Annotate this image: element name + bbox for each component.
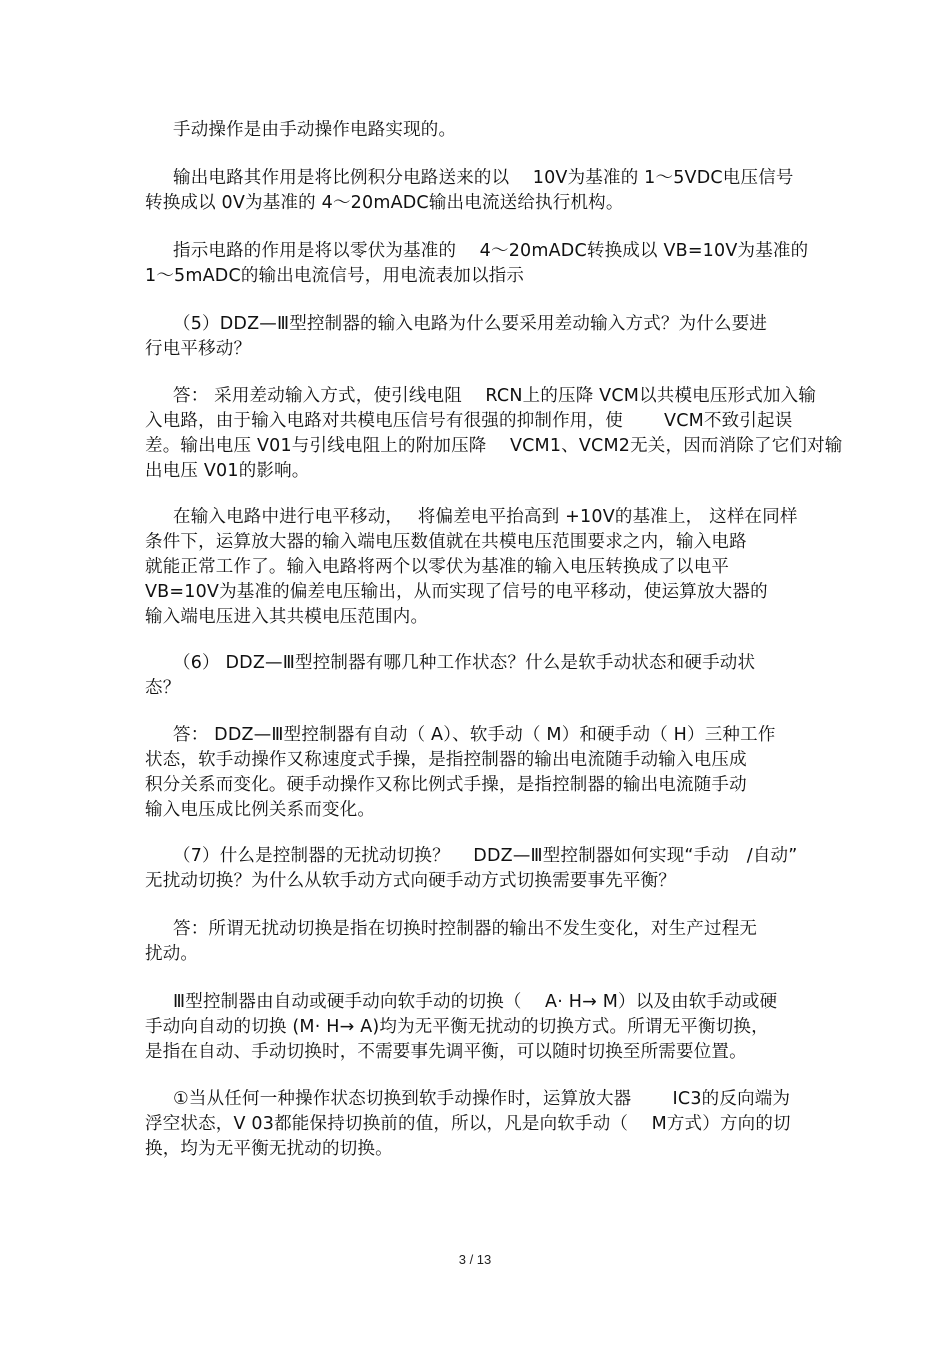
text-line: Ⅲ型控制器由自动或硬手动向软手动的切换（ A· H→ M）以及由软手动或硬 (173, 992, 778, 1012)
text-line: 就能正常工作了。输入电路将两个以零伏为基准的输入电压转换成了以电平 (145, 557, 730, 577)
answer-5 (145, 384, 843, 484)
text-line: （7）什么是控制器的无扰动切换？ DDZ—Ⅲ型控制器如何实现“手动 /自动” (173, 846, 798, 866)
text-line: 指示电路的作用是将以零伏为基准的 4～20mADC转换成以 VB=10V为基准的 (173, 241, 809, 261)
text-line: 1～5mADC的输出电流信号，用电流表加以指示 (145, 266, 525, 286)
text-line: 答： DDZ—Ⅲ型控制器有自动（ A）、软手动（ M）和硬手动（ H）三种工作 (173, 725, 776, 745)
text-line: 换，均为无平衡无扰动的切换。 (145, 1139, 393, 1159)
text-line: 转换成以 0V为基准的 4～20mADC输出电流送给执行机构。 (145, 193, 624, 213)
text-line: 输出电路其作用是将比例积分电路送来的以 10V为基准的 1～5VDC电压信号 (173, 168, 794, 188)
text-line: 输入端电压进入其共模电压范围内。 (145, 607, 429, 627)
question-6 (145, 651, 810, 701)
text-line: 扰动。 (145, 944, 199, 964)
text-line: 入电路，由于输入电路对共模电压信号有很强的抑制作用，使 VCM不致引起误 (145, 411, 793, 431)
text-line: 浮空状态，V 03都能保持切换前的值，所以，凡是向软手动（ M方式）方向的切 (145, 1114, 791, 1134)
text-line: 状态，软手动操作又称速度式手操，是指控制器的输出电流随手动输入电压成 (145, 750, 747, 770)
text-line: 无扰动切换？为什么从软手动方式向硬手动方式切换需要事先平衡？ (145, 871, 676, 891)
text-line: 是指在自动、手动切换时，不需要事先调平衡，可以随时切换至所需要位置。 (145, 1042, 747, 1062)
text-line: 答：所谓无扰动切换是指在切换时控制器的输出不发生变化，对生产过程无 (173, 919, 758, 939)
text-line: VB=10V为基准的偏差电压输出，从而实现了信号的电平移动，使运算放大器的 (145, 582, 768, 602)
answer-6 (145, 723, 810, 823)
question-5 (145, 312, 810, 362)
text-line: 答： 采用差动输入方式，使引线电阻 RCN上的压降 VCM以共模电压形式加入输 (173, 386, 817, 406)
page-number: 3 / 13 (458, 1252, 492, 1267)
text-line: 行电平移动？ (145, 339, 252, 359)
text-line: 出电压 V01的影响。 (145, 461, 310, 481)
text-line: 差。输出电压 V01与引线电阻上的附加压降 VCM1、VCM2无关，因而消除了它们对输 (145, 436, 843, 456)
text-line: （5）DDZ—Ⅲ型控制器的输入电路为什么要采用差动输入方式？为什么要进 (173, 314, 768, 334)
text-line: 态？ (145, 678, 181, 698)
answer-7 (145, 917, 810, 967)
text-line: 输入电压成比例关系而变化。 (145, 800, 376, 820)
text-line: 手动操作是由手动操作电路实现的。 (173, 120, 457, 140)
question-7 (145, 844, 810, 894)
text-line: ①当从任何一种操作状态切换到软手动操作时，运算放大器 IC3的反向端为 (173, 1089, 791, 1109)
text-line: （6） DDZ—Ⅲ型控制器有哪几种工作状态？什么是软手动状态和硬手动状 (173, 653, 756, 673)
paragraph-switching (145, 990, 810, 1065)
paragraph-soft-manual (145, 1087, 810, 1162)
text-line: 条件下，运算放大器的输入端电压数值就在共模电压范围要求之内，输入电路 (145, 532, 747, 552)
paragraph-2 (145, 166, 810, 216)
text-line: 积分关系而变化。硬手动操作又称比例式手操，是指控制器的输出电流随手动 (145, 775, 747, 795)
paragraph-level-shift (145, 505, 810, 630)
paragraph-1 (145, 118, 838, 143)
text-line: 在输入电路中进行电平移动， 将偏差电平抬高到 +10V的基准上， 这样在同样 (173, 507, 798, 527)
text-line: 手动向自动的切换 (M· H→ A)均为无平衡无扰动的切换方式。所谓无平衡切换， (145, 1017, 769, 1037)
paragraph-3 (145, 239, 810, 289)
